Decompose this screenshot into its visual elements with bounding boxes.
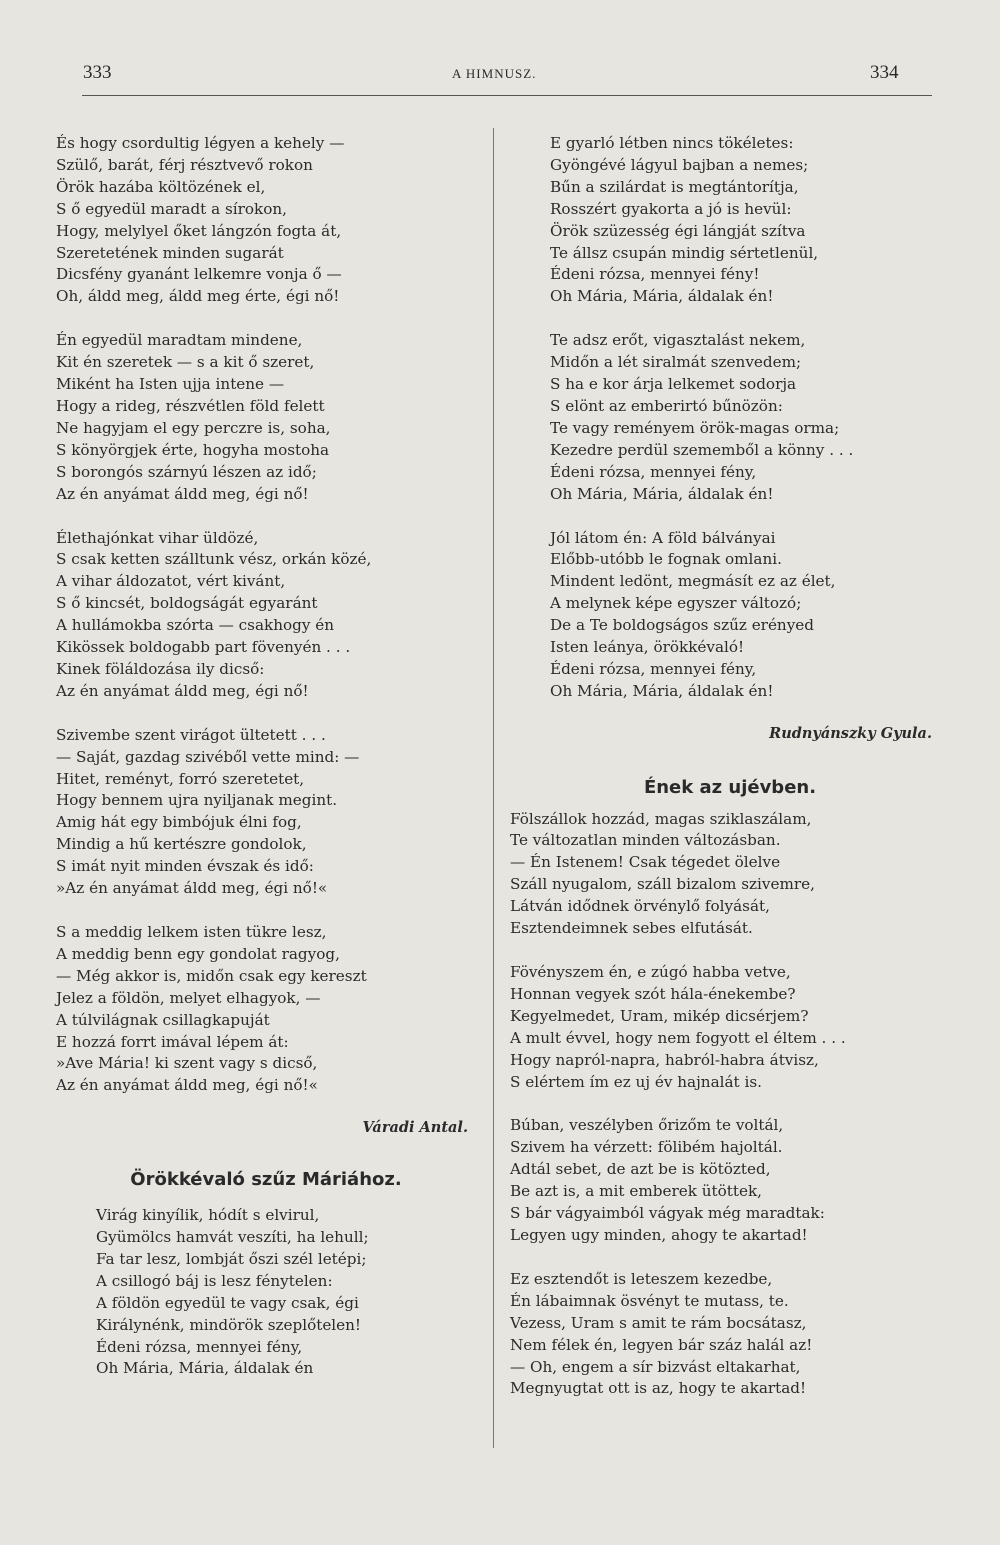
- verse-line: Fölszállok hozzád, magas sziklaszálam,: [510, 809, 812, 828]
- stanza: [550, 330, 950, 505]
- verse-line: A meddig benn egy gondolat ragyog,: [56, 944, 340, 963]
- verse-line: Szeretetének minden sugarát: [56, 243, 284, 262]
- stanza: [96, 1205, 476, 1380]
- verse-line: — Még akkor is, midőn csak egy kereszt: [56, 966, 367, 985]
- verse-line: A melynek képe egyszer változó;: [550, 594, 802, 613]
- verse-line: Te adsz erőt, vigasztalást nekem,: [550, 331, 806, 350]
- verse-line: Édeni rózsa, mennyei fény,: [550, 462, 757, 481]
- verse-line: Esztendeimnek sebes elfutását.: [510, 919, 753, 938]
- verse-line: Bűn a szilárdat is megtántorítja,: [550, 177, 799, 196]
- verse-line: Vezess, Uram s amit te rám bocsátasz,: [510, 1313, 807, 1332]
- left-column: [56, 133, 476, 1402]
- verse-line: Királynénk, mindörök szeplőtelen!: [96, 1315, 362, 1334]
- verse-line: »Az én anyámat áldd meg, égi nő!«: [56, 879, 328, 898]
- verse-line: Szivembe szent virágot ültetett . . .: [56, 725, 326, 744]
- stanza: [56, 922, 476, 1097]
- stanza: [510, 1115, 950, 1246]
- verse-line: A mult évvel, hogy nem fogyott el éltem . . .: [510, 1028, 846, 1047]
- poem-title: Ének az ujévben.: [643, 776, 817, 798]
- verse-line: A hullámokba szórta — csakhogy én: [56, 616, 335, 635]
- stanza: [510, 962, 950, 1093]
- verse-line: E gyarló létben nincs tökéletes:: [550, 134, 794, 152]
- verse-line: S a meddig lelkem isten tükre lesz,: [56, 923, 327, 941]
- verse-line: Szivem ha vérzett: fölibém hajoltál.: [510, 1138, 783, 1157]
- verse-line: Én lábaimnak ösvényt te mutass, te.: [510, 1291, 789, 1310]
- verse-line: Hitet, reményt, forró szeretetet,: [56, 769, 305, 788]
- verse-line: Te vagy reményem örök-magas orma;: [550, 418, 840, 437]
- verse-line: Jelez a földön, melyet elhagyok, —: [56, 988, 321, 1007]
- verse-line: Nem félek én, legyen bár száz halál az!: [510, 1335, 813, 1354]
- verse-line: Hogy napról-napra, habról-habra átvisz,: [510, 1050, 819, 1069]
- verse-line: Kinek föláldozása ily dicső:: [56, 659, 265, 678]
- verse-line: Édeni rózsa, mennyei fény,: [550, 659, 757, 678]
- verse-line: Isten leánya, örökkévaló!: [550, 638, 745, 657]
- verse-line: Kikössek boldogabb part fövenyén . . .: [56, 638, 351, 657]
- verse-line: Legyen ugy minden, ahogy te akartad!: [510, 1225, 808, 1244]
- verse-line: — Saját, gazdag szivéből vette mind: —: [56, 747, 360, 766]
- verse-line: Fövényszem én, e zúgó habba vetve,: [510, 963, 791, 981]
- verse-line: Oh Mária, Mária, áldalak én!: [550, 681, 774, 700]
- verse-line: És hogy csordultig légyen a kehely —: [56, 134, 345, 152]
- verse-line: Honnan vegyek szót hála-énekembe?: [510, 984, 796, 1003]
- verse-line: Örök szüzesség égi lángját szítva: [550, 221, 806, 240]
- verse-line: — Én Istenem! Csak tégedet ölelve: [510, 853, 781, 872]
- verse-line: Rosszért gyakorta a jó is hevül:: [550, 199, 792, 218]
- verse-line: Jól látom én: A föld bálványai: [550, 528, 776, 547]
- verse-line: Hogy a rideg, részvétlen föld felett: [56, 396, 325, 415]
- verse-line: S csak ketten szálltunk vész, orkán közé,: [56, 550, 372, 569]
- verse-line: Oh Mária, Mária, áldalak én!: [550, 484, 774, 503]
- stanza: [510, 809, 950, 940]
- verse-line: Midőn a lét siralmát szenvedem;: [550, 353, 802, 372]
- verse-line: Te változatlan minden változásban.: [510, 831, 781, 850]
- verse-line: A csillogó báj is lesz fénytelen:: [96, 1271, 333, 1290]
- verse-line: Amig hát egy bimbójuk élni fog,: [56, 813, 302, 832]
- right-page-number: 334: [870, 62, 899, 83]
- verse-line: E hozzá forrt imával lépem át:: [56, 1032, 289, 1051]
- verse-line: Édeni rózsa, mennyei fény!: [550, 265, 760, 284]
- stanza: [56, 528, 476, 703]
- verse-line: Ez esztendőt is leteszem kezedbe,: [510, 1269, 773, 1288]
- right-column: [510, 133, 950, 1422]
- page-header: [0, 62, 1000, 92]
- verse-line: Virág kinyílik, hódít s elvirul,: [96, 1206, 320, 1225]
- verse-line: Fa tar lesz, lombját őszi szél letépi;: [96, 1249, 367, 1268]
- header-rule: [82, 95, 932, 96]
- verse-line: Száll nyugalom, száll bizalom szivemre,: [510, 875, 815, 894]
- verse-line: A vihar áldozatot, vért kivánt,: [56, 572, 286, 591]
- verse-line: Hogy, melylyel őket lángzón fogta át,: [56, 221, 342, 240]
- verse-line: S ő egyedül maradt a sírokon,: [56, 199, 287, 218]
- verse-line: »Ave Mária! ki szent vagy s dicső,: [56, 1054, 318, 1073]
- verse-line: Hogy bennem ujra nyiljanak megint.: [56, 791, 338, 810]
- verse-line: S könyörgjek érte, hogyha mostoha: [56, 440, 330, 459]
- verse-line: — Oh, engem a sír bizvást eltakarhat,: [510, 1357, 801, 1376]
- verse-line: S imát nyit minden évszak és idő:: [56, 857, 314, 876]
- verse-line: S elértem ím ez uj év hajnalát is.: [510, 1072, 762, 1091]
- verse-line: Az én anyámat áldd meg, égi nő!: [56, 681, 309, 700]
- verse-line: Kit én szeretek — s a kit ő szeret,: [56, 353, 315, 372]
- verse-line: Búban, veszélyben őrizőm te voltál,: [510, 1116, 784, 1135]
- verse-line: S borongós szárnyú lészen az idő;: [56, 462, 317, 481]
- stanza: [56, 330, 476, 505]
- verse-line: Ne hagyjam el egy perczre is, soha,: [56, 418, 331, 437]
- poem-author: Váradi Antal.: [362, 1119, 468, 1137]
- stanza: [550, 528, 950, 703]
- verse-line: Adtál sebet, de azt be is kötözted,: [510, 1160, 771, 1179]
- stanza: [550, 133, 950, 308]
- poem-author: Rudnyánszky Gyula.: [769, 724, 932, 742]
- verse-line: Oh Mária, Mária, áldalak én!: [550, 287, 774, 306]
- verse-line: S ő kincsét, boldogságát egyaránt: [56, 594, 318, 613]
- verse-line: Az én anyámat áldd meg, égi nő!«: [56, 1076, 318, 1095]
- stanza: [56, 133, 476, 308]
- verse-line: Kegyelmedet, Uram, mikép dicsérjem?: [510, 1006, 809, 1025]
- verse-line: Mindent ledönt, megmásít ez az élet,: [550, 572, 836, 591]
- verse-line: Látván idődnek örvénylő folyását,: [510, 897, 770, 916]
- verse-line: Te állsz csupán mindig sértetlenül,: [550, 243, 819, 262]
- verse-line: Előbb-utóbb le fognak omlani.: [550, 550, 782, 569]
- stanza: [56, 725, 476, 900]
- verse-line: Dicsfény gyanánt lelkemre vonja ő —: [56, 265, 342, 284]
- verse-line: Édeni rózsa, mennyei fény,: [96, 1337, 303, 1356]
- verse-line: Oh Mária, Mária, áldalak én: [96, 1359, 314, 1378]
- verse-line: S bár vágyaimból vágyak még maradtak:: [510, 1204, 825, 1223]
- verse-line: S ha e kor árja lelkemet sodorja: [550, 375, 797, 394]
- verse-line: A túlvilágnak csillagkapuját: [56, 1010, 270, 1029]
- verse-line: Oh, áldd meg, áldd meg érte, égi nő!: [56, 287, 340, 306]
- verse-line: Gyümölcs hamvát veszíti, ha lehull;: [96, 1227, 369, 1246]
- verse-line: S elönt az emberirtó bűnözön:: [550, 396, 783, 415]
- verse-line: Kezedre perdül szememből a könny . . .: [550, 440, 854, 459]
- verse-line: Én egyedül maradtam mindene,: [56, 331, 303, 350]
- verse-line: A földön egyedül te vagy csak, égi: [96, 1293, 359, 1312]
- verse-line: Mindig a hű kertészre gondolok,: [56, 835, 307, 854]
- verse-line: Örök hazába költözének el,: [56, 177, 266, 196]
- verse-line: De a Te boldogságos szűz erényed: [550, 616, 815, 635]
- stanza: [510, 1269, 950, 1400]
- running-title: A HIMNUSZ.: [452, 66, 537, 81]
- poem-title: Örökkévaló szűz Máriához.: [130, 1169, 402, 1191]
- verse-line: Miként ha Isten ujja intene —: [56, 375, 285, 394]
- left-page-number: 333: [83, 62, 112, 83]
- verse-line: Be azt is, a mit emberek ütöttek,: [510, 1182, 762, 1201]
- verse-line: Élethajónkat vihar üldözé,: [56, 528, 259, 547]
- column-divider: [493, 128, 494, 1448]
- verse-line: Szülő, barát, férj résztvevő rokon: [56, 155, 313, 174]
- verse-line: Gyöngévé lágyul bajban a nemes;: [550, 155, 809, 174]
- verse-line: Megnyugtat ott is az, hogy te akartad!: [510, 1379, 807, 1398]
- verse-line: Az én anyámat áldd meg, égi nő!: [56, 484, 309, 503]
